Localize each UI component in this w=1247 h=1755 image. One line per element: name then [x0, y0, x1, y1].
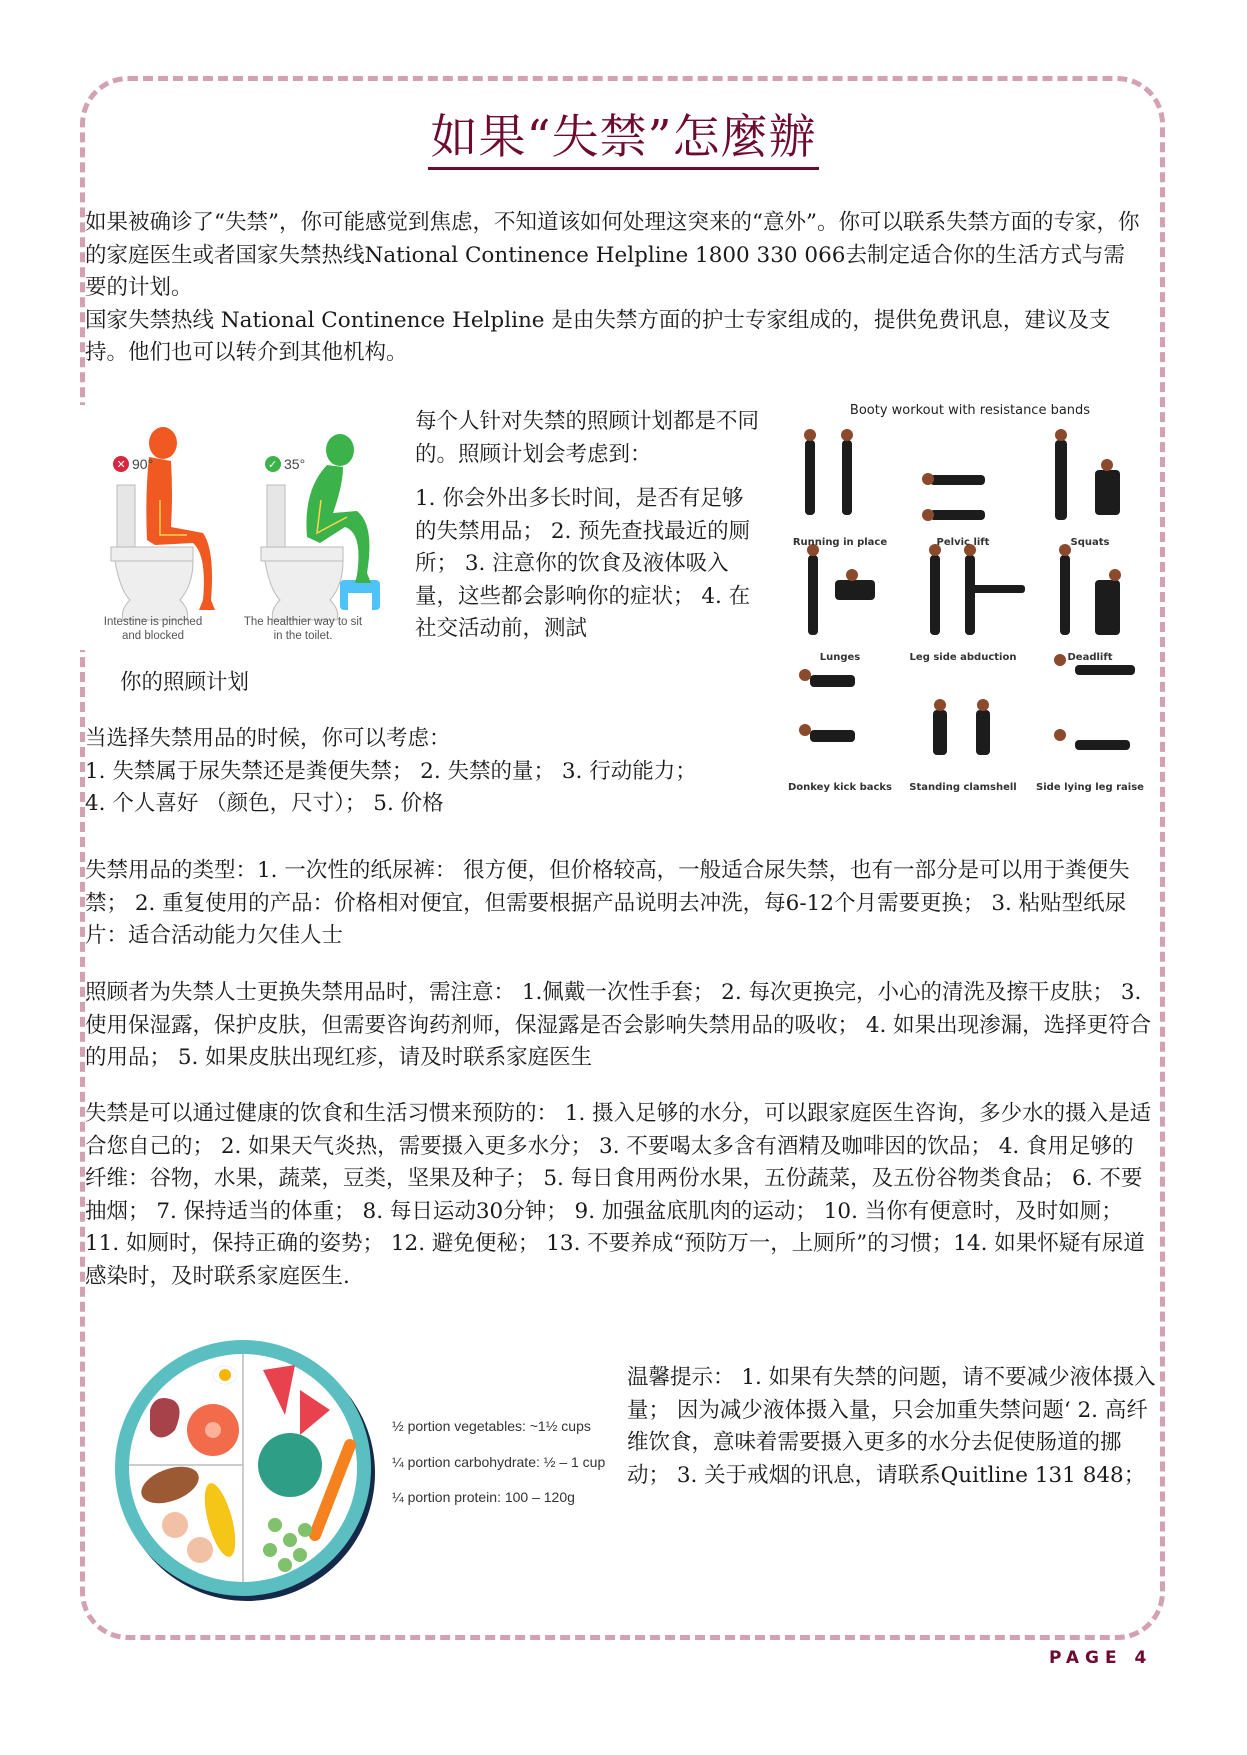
carer-notes-paragraph: 照顾者为失禁人士更换失禁用品时，需注意： 1.佩戴一次性手套； 2. 每次更换完，小心的清洗及擦干皮肤； 3. 使用保湿露，保护皮肤，但需要咨询药剂师，保湿露是否会影响失禁用品的吸收； 4. 如果出现渗漏，选择更符合的用品； 5. 如果皮肤出现红疹，请及时联系家庭医生	[85, 980, 1152, 1070]
intro-section	[85, 207, 1145, 370]
care-plan-section	[415, 406, 760, 646]
care-plan-points: 1. 你会外出多长时间，是否有足够的失禁用品； 2. 预先查找最近的厕所； 3. 注意你的饮食及液体吸入量，这些都会影响你的症状； 4. 在社交活动前，测試	[415, 486, 751, 641]
prevention-paragraph: 失禁是可以通过健康的饮食和生活习惯来预防的： 1. 摄入足够的水分，可以跟家庭医生咨询，多少水的摄入是适合您自己的； 2. 如果天气炎热，需要摄入更多水分； 3. 不要喝太多含有酒精及咖啡因的饮品； 4. 食用足够的纤维：谷物，水果，蔬菜，豆类，坚果及种子； 5. 每日食用两份水果，五份蔬菜，及五份谷物类食品； 6. 不要抽烟； 7. 保持适当的体重； 8. 每日运动30分钟； 9. 加强盆底肌肉的运动； 10. 当你有便意时，及时如厕； 11. 如厕时，保持正确的姿势； 12. 避免便秘； 13. 不要养成“预防万一，上厕所”的习惯；14. 如果怀疑有尿道感染时，及时联系家庭医生.	[85, 1101, 1152, 1289]
intro-paragraph-1: 如果被确诊了“失禁”，你可能感觉到焦虑，不知道该如何处理这突来的“意外”。你可以联系失禁方面的专家，你的家庭医生或者国家失禁热线National Continence Helpline 1800 330 066去制定适合你的生活方式与需要的计划。	[85, 210, 1140, 300]
bad-caption-2: and blocked	[121, 630, 185, 642]
workout-title: Booty workout with resistance bands	[849, 403, 1091, 418]
svg-text:90°: 90°	[132, 456, 154, 472]
page-title-text: 如果“失禁”怎麼辦	[428, 110, 818, 170]
svg-text:Squats: Squats	[1070, 537, 1110, 548]
toilet-posture-image	[75, 405, 405, 650]
svg-text:Side lying leg raise: Side lying leg raise	[1036, 782, 1144, 793]
svg-text:Deadlift: Deadlift	[1067, 652, 1113, 663]
svg-text:✕: ✕	[116, 458, 126, 471]
choosing-lead: 当选择失禁用品的时候，你可以考虑：	[85, 726, 451, 751]
bad-angle-badge	[113, 456, 153, 472]
svg-text:Leg side abduction: Leg side abduction	[909, 652, 1017, 663]
page-title	[0, 100, 1247, 167]
choosing-products-section	[85, 723, 775, 821]
svg-text:✓: ✓	[268, 458, 278, 471]
svg-text:Pelvic lift: Pelvic lift	[936, 537, 990, 548]
tips-paragraph: 温馨提示： 1. 如果有失禁的问题，请不要减少液体摄入量； 因为减少液体摄入量，只会加重失禁问题‘ 2. 高纤维饮食，意味着需要摄入更多的水分去促使肠道的挪动； 3. 关于戒烟的讯息，请联系Quitline 131 848；	[627, 1365, 1156, 1488]
choosing-line-2: 4. 个人喜好 （颜色，尺寸）； 5. 价格	[85, 791, 444, 816]
care-plan-tail: 你的照顾计划	[120, 670, 250, 695]
workout-image	[780, 395, 1160, 805]
plate-label-vegetables: ½ portion vegetables: ~1½ cups	[392, 1418, 591, 1434]
svg-text:Lunges: Lunges	[819, 652, 861, 663]
intro-paragraph-2: 国家失禁热线 National Continence Helpline 是由失禁方面的护士专家组成的，提供免费讯息，建议及支持。他们也可以转介到其他机构。	[85, 307, 1111, 365]
product-types-paragraph: 失禁用品的类型：1. 一次性的纸尿裤： 很方便，但价格较高，一般适合尿失禁，也有一部分是可以用于粪便失禁； 2. 重复使用的产品：价格相对便宜，但需要根据产品说明去冲洗，每6-12个月需要更换； 3. 粘贴型纸尿片：适合活动能力欠佳人士	[85, 858, 1130, 948]
good-caption-1: The healthier way to sit	[243, 616, 363, 628]
bad-caption-1: Intestine is pinched	[103, 616, 203, 628]
svg-text:35°: 35°	[284, 456, 306, 472]
plate-label-protein: ¼ portion protein: 100 – 120g	[392, 1489, 575, 1505]
svg-text:Donkey kick backs: Donkey kick backs	[787, 782, 893, 793]
good-caption-2: in the toilet.	[273, 630, 333, 642]
healthy-plate-image	[105, 1335, 615, 1605]
page-number: PAGE 4	[1049, 1648, 1153, 1668]
care-plan-lead: 每个人针对失禁的照顾计划都是不同的。照顾计划会考虑到：	[415, 409, 760, 467]
choosing-line-1: 1. 失禁属于尿失禁还是粪便失禁； 2. 失禁的量； 3. 行动能力；	[85, 758, 697, 784]
svg-text:Running in place: Running in place	[792, 537, 888, 548]
svg-text:Standing clamshell: Standing clamshell	[909, 782, 1017, 793]
good-angle-badge	[265, 456, 305, 472]
plate-label-carbohydrate: ¼ portion carbohydrate: ½ – 1 cup	[392, 1454, 606, 1470]
